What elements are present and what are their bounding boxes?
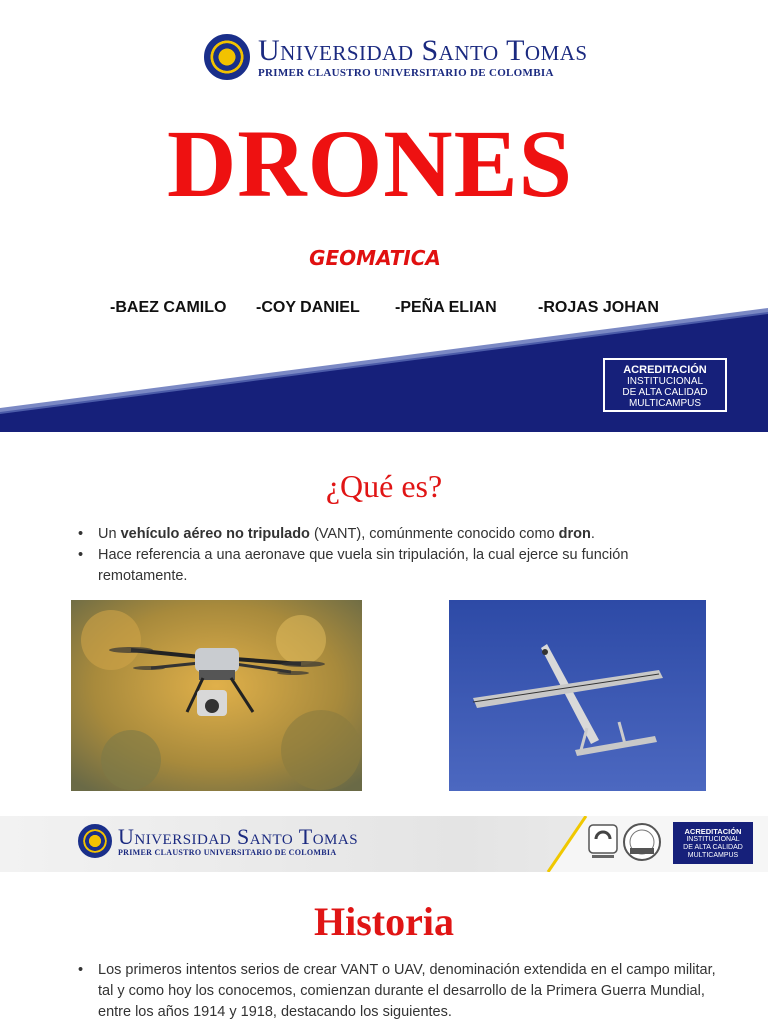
history-slide bbox=[0, 816, 768, 1024]
slide-heading: ¿Qué es? bbox=[325, 468, 443, 504]
iqnet-certification-icon bbox=[622, 822, 662, 862]
accreditation-badge: ACREDITACIÓN INSTITUCIONAL DE ALTA CALIDAD MULTICAMPUS bbox=[673, 822, 753, 864]
author-name: -COY DANIEL bbox=[256, 299, 360, 316]
title-slide bbox=[0, 0, 768, 432]
bullet-item: • Los primeros intentos serios de crear VANT o UAV, denominación extendida en el campo militar, tal y como hoy los conocemos, comienzan durante el desarrollo de la Primera Guerra Mundial, entre los años 1914 y 1918, destacando los siguientes. bbox=[76, 960, 716, 1023]
university-name: Universidad Santo Tomas bbox=[258, 34, 588, 67]
university-seal-icon bbox=[204, 34, 250, 80]
bullet-list bbox=[76, 960, 716, 1023]
presentation-subtitle: GEOMATICA bbox=[309, 246, 441, 270]
university-tagline: PRIMER CLAUSTRO UNIVERSITARIO DE COLOMBIA bbox=[118, 847, 337, 857]
bullet-item: • Hace referencia a una aeronave que vuela sin tripulación, la cual ejerce su función remotamente. bbox=[76, 545, 696, 587]
bullet-item: • Un vehículo aéreo no tripulado (VANT), comúnmente conocido como dron. bbox=[76, 524, 696, 545]
bullet-list bbox=[76, 524, 696, 587]
author-name: -BAEZ CAMILO bbox=[110, 299, 227, 316]
author-name: -PEÑA ELIAN bbox=[395, 299, 497, 316]
definition-slide bbox=[0, 448, 768, 810]
university-seal-icon bbox=[78, 824, 112, 858]
university-logo bbox=[78, 824, 358, 858]
slide-heading: Historia bbox=[314, 899, 454, 944]
accreditation-badge: ACREDITACIÓN INSTITUCIONAL DE ALTA CALIDAD MULTICAMPUS bbox=[603, 358, 727, 412]
university-name: Universidad Santo Tomas bbox=[118, 823, 359, 849]
certification-icon bbox=[588, 824, 618, 860]
university-logo bbox=[204, 34, 588, 80]
author-name: -ROJAS JOHAN bbox=[538, 299, 659, 316]
presentation-title: DRONES bbox=[166, 110, 574, 217]
fixed-wing-uav-photo bbox=[449, 600, 706, 791]
university-tagline: PRIMER CLAUSTRO UNIVERSITARIO DE COLOMBIA bbox=[258, 67, 554, 79]
quadcopter-drone-photo bbox=[71, 600, 362, 791]
